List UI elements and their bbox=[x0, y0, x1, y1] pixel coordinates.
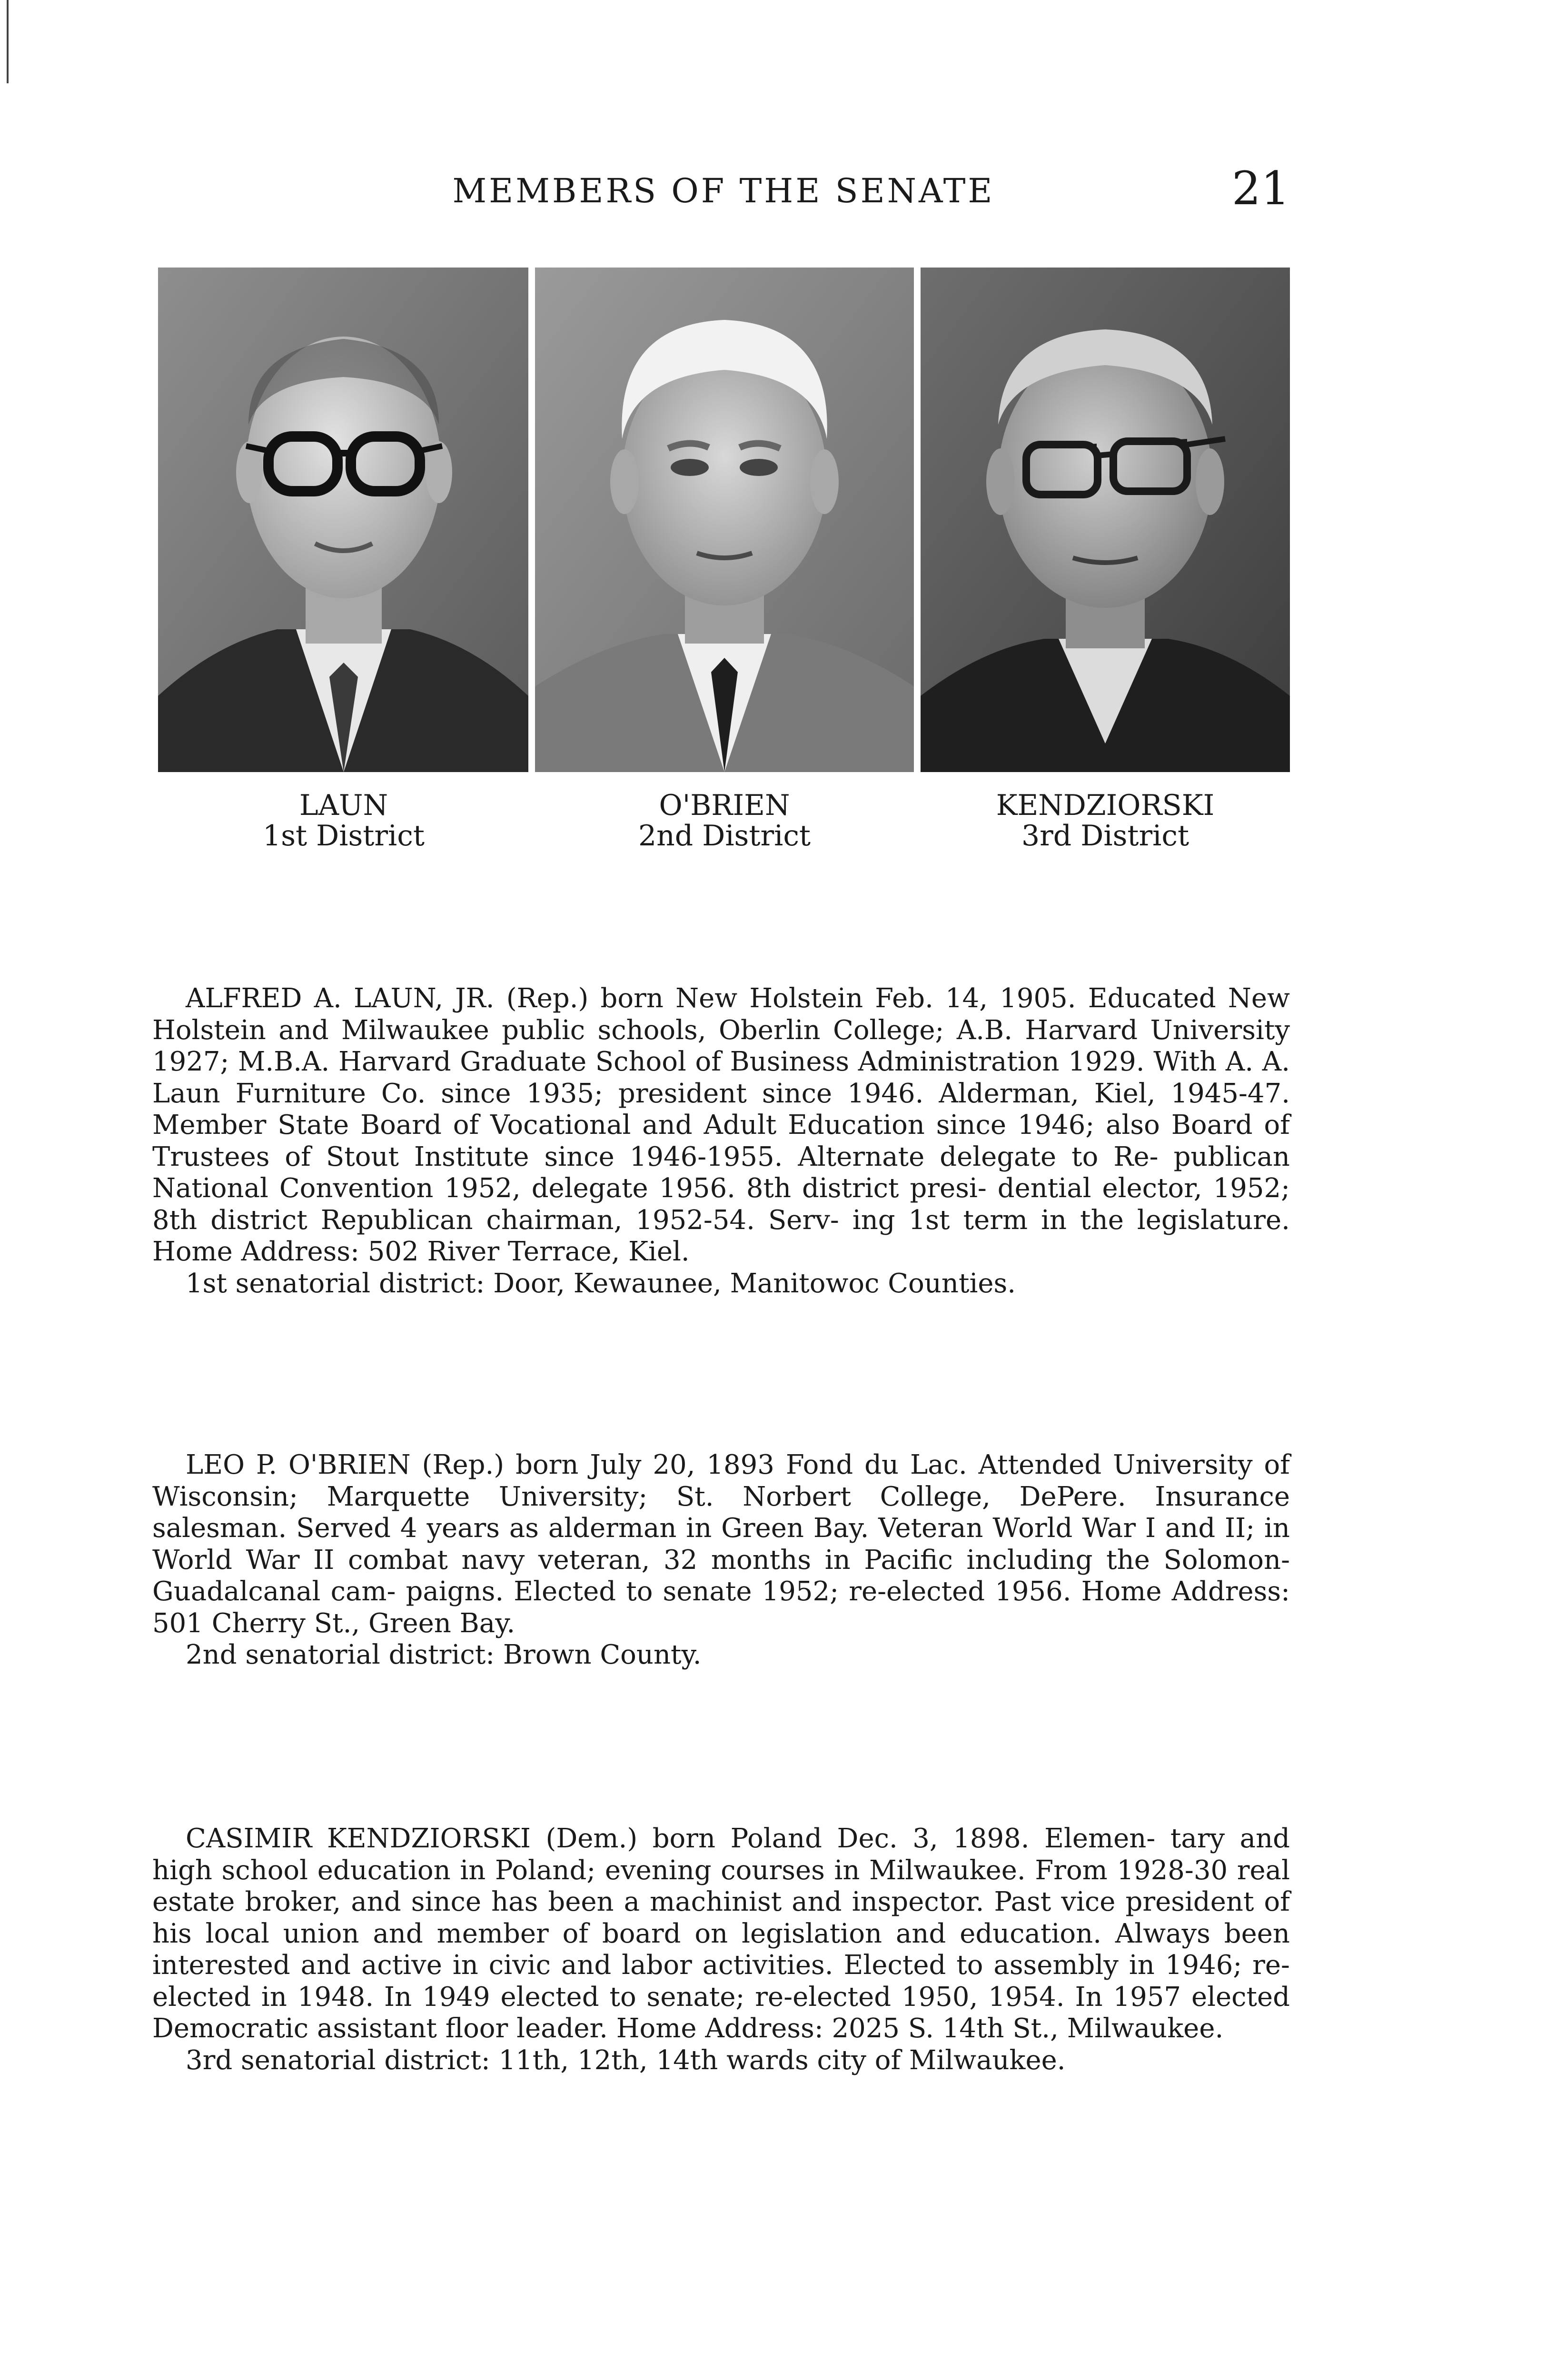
bio-laun bbox=[152, 983, 1290, 1299]
bio-line: paigns. Elected to senate 1952; re-elected 1956. Home Address: 501 bbox=[152, 1576, 1290, 1639]
bio-line: Educated New Holstein and Milwaukee public schools, Oberlin College; bbox=[152, 983, 1290, 1046]
bio-line: DePere. Insurance salesman. Served 4 years as alderman in Green bbox=[152, 1481, 1290, 1544]
bio-line: on legislation and education. Always been interested and active in bbox=[152, 1918, 1290, 1981]
senatorial-district-2: 2nd senatorial district: Brown County. bbox=[186, 1639, 702, 1670]
page-edge-mark bbox=[7, 0, 9, 83]
portrait-kendziorski-image bbox=[921, 268, 1290, 772]
bio-obrien bbox=[152, 1449, 1290, 1671]
bio-line: LEO P. O'BRIEN (Rep.) born July 20, 1893 Fond du Lac. Attended bbox=[186, 1449, 1102, 1480]
bio-line: A.B. Harvard University 1927; M.B.A. Harvard Graduate School of bbox=[152, 1014, 1290, 1077]
bio-paragraph bbox=[152, 983, 1290, 1268]
bio-line: University of Wisconsin; Marquette University; St. Norbert College, bbox=[152, 1449, 1290, 1512]
bio-line: publican National Convention 1952, delegate 1956. 8th district presi- bbox=[152, 1141, 1290, 1204]
caption-district: 3rd District bbox=[1021, 819, 1189, 853]
bio-paragraph bbox=[152, 1823, 1290, 2045]
bio-line: Trustees of Stout Institute since 1946-1955. Alternate delegate to Re- bbox=[152, 1141, 1159, 1172]
bio-line: Milwaukee. bbox=[1067, 2013, 1224, 2044]
bio-line: From 1928-30 real estate broker, and since has been a machinist and bbox=[152, 1854, 1290, 1917]
portrait-obrien bbox=[535, 268, 914, 772]
senatorial-district-1: 1st senatorial district: Door, Kewaunee, Manitowoc Counties. bbox=[186, 1268, 1016, 1299]
senatorial-district-3: 3rd senatorial district: 11th, 12th, 14th wards city of Milwaukee. bbox=[186, 2044, 1066, 2076]
bio-line: ing 1st term in the legislature. Home Address: 502 River Terrace, Kiel. bbox=[152, 1204, 1290, 1267]
page-title: MEMBERS OF THE SENATE bbox=[452, 171, 995, 210]
bio-line: Cherry St., Green Bay. bbox=[211, 1607, 515, 1639]
caption-laun bbox=[172, 790, 515, 851]
running-head bbox=[157, 162, 1290, 219]
bio-line: dential elector, 1952; 8th district Republican chairman, 1952-54. Serv- bbox=[152, 1173, 1290, 1236]
bio-line: civic and labor activities. Elected to assembly in 1946; re-elected in bbox=[152, 1950, 1290, 2013]
bio-line: Business Administration 1929. With A. A. Laun Furniture Co. since bbox=[152, 1046, 1290, 1109]
caption-district: 1st District bbox=[263, 819, 425, 853]
bio-line: 1948. In 1949 elected to senate; re-elected 1950, 1954. In 1957 elected bbox=[297, 1981, 1290, 2013]
bio-line: tary and high school education in Poland; evening courses in Milwaukee. bbox=[152, 1823, 1290, 1886]
bio-line: veteran, 32 months in Pacific including the Solomon-Guadalcanal cam- bbox=[152, 1544, 1290, 1607]
portrait-strip bbox=[158, 268, 1290, 772]
bio-line: 1935; president since 1946. Alderman, Kiel, 1945-47. Member State bbox=[152, 1078, 1290, 1140]
caption-obrien bbox=[553, 790, 896, 851]
portrait-laun-image bbox=[158, 268, 528, 772]
bio-kendziorski bbox=[152, 1823, 1290, 2076]
bio-line: Board of Vocational and Adult Education since 1946; also Board of bbox=[360, 1110, 1290, 1140]
portrait-laun bbox=[158, 268, 528, 772]
portrait-captions bbox=[158, 790, 1290, 866]
caption-name: KENDZIORSKI bbox=[996, 789, 1215, 822]
bio-line: Democratic assistant floor leader. Home Address: 2025 S. 14th St., bbox=[152, 2013, 1059, 2044]
caption-kendziorski bbox=[934, 790, 1277, 851]
portrait-obrien-image bbox=[535, 268, 914, 772]
bio-line: ALFRED A. LAUN, JR. (Rep.) born New Holstein Feb. 14, 1905. bbox=[186, 983, 1076, 1014]
bio-line: Bay. Veteran World War I and II; in World War II combat navy bbox=[152, 1513, 1290, 1576]
bio-line: inspector. Past vice president of his local union and member of board bbox=[152, 1886, 1290, 1949]
page-number: 21 bbox=[1231, 162, 1290, 215]
caption-district: 2nd District bbox=[638, 819, 811, 853]
portrait-kendziorski bbox=[921, 268, 1290, 772]
bio-paragraph bbox=[152, 1449, 1290, 1639]
caption-name: LAUN bbox=[299, 789, 388, 822]
caption-name: O'BRIEN bbox=[659, 789, 790, 822]
bio-line: CASIMIR KENDZIORSKI (Dem.) born Poland Dec. 3, 1898. Elemen- bbox=[186, 1823, 1156, 1854]
